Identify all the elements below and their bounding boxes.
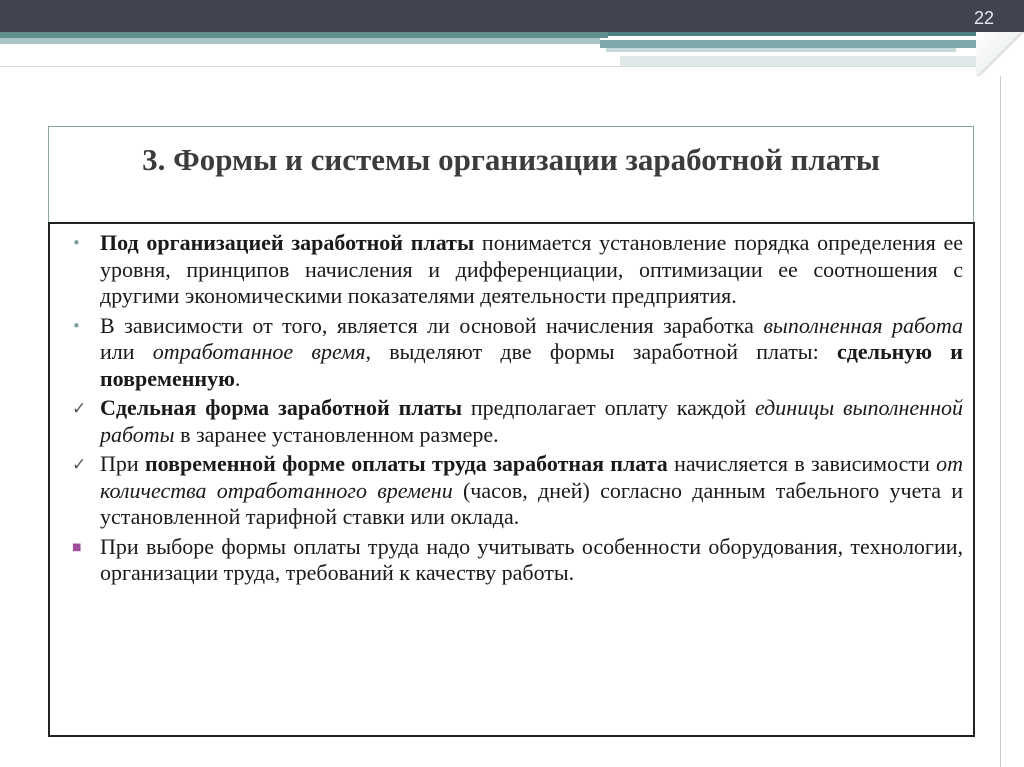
bullet-item [72,451,964,531]
text: В зависимости от того, является ли основой начисления заработка [100,312,764,338]
bold-text: повременной форме оплаты труда заработная плата [144,451,668,476]
decorative-bar [600,40,990,48]
square-bullet-icon: ■ [72,541,82,553]
text: , выделяют две формы заработной платы: [365,339,837,364]
decorative-bar [608,32,1024,36]
decorative-bar [606,48,956,52]
title-box [48,126,974,222]
checkmark-icon: ✓ [72,399,87,419]
content-box [48,222,975,737]
text: (часов, дней) согласно данным табельного учета и установленной тарифной ставки или оклада. [100,477,964,529]
bullet-item [72,395,963,448]
decorative-bar [0,38,600,44]
text: При выборе формы оплаты труда надо учитывать особенности оборудования, технологии, организации труда, требований к качеству работы. [100,533,963,585]
bullet-list [50,224,973,587]
page-number: 22 [973,8,994,28]
bullet-item [72,533,963,587]
page-fold [976,32,1024,76]
bold-text: Сдельная форма заработной платы [100,395,463,420]
divider [1000,32,1001,767]
divider [0,66,1000,67]
text: в заранее установленном размере. [174,421,499,447]
text: начисляется в зависимости [667,451,937,476]
decorative-bar [620,56,1000,66]
header-band [0,0,1024,32]
italic-text: от количества отработанного времени [100,451,963,503]
bold-text: сдельную и повременную [100,339,963,391]
bullet-dot-icon: • [72,316,81,335]
text: предполагает оплату каждой [462,395,755,420]
italic-text: единицы выполненной работы [100,395,963,447]
text: понимается установление порядка определения ее уровня, принципов начисления и дифференциации, оптимизации ее соотношения с другими экономическими показателями деятельности предприятия. [100,230,964,308]
page-title: 3. Формы и системы организации заработной платы [142,142,880,177]
bullet-dot-icon: • [72,234,81,252]
bullet-item [72,230,964,310]
bold-text: Под организацией заработной платы [100,230,475,255]
italic-text: выполненная работа [763,312,963,338]
italic-text: отработанное время [152,339,366,364]
bullet-item [72,312,963,393]
text: . [234,365,241,391]
checkmark-icon: ✓ [72,455,87,475]
text: При [100,451,145,476]
text: или [100,339,153,364]
